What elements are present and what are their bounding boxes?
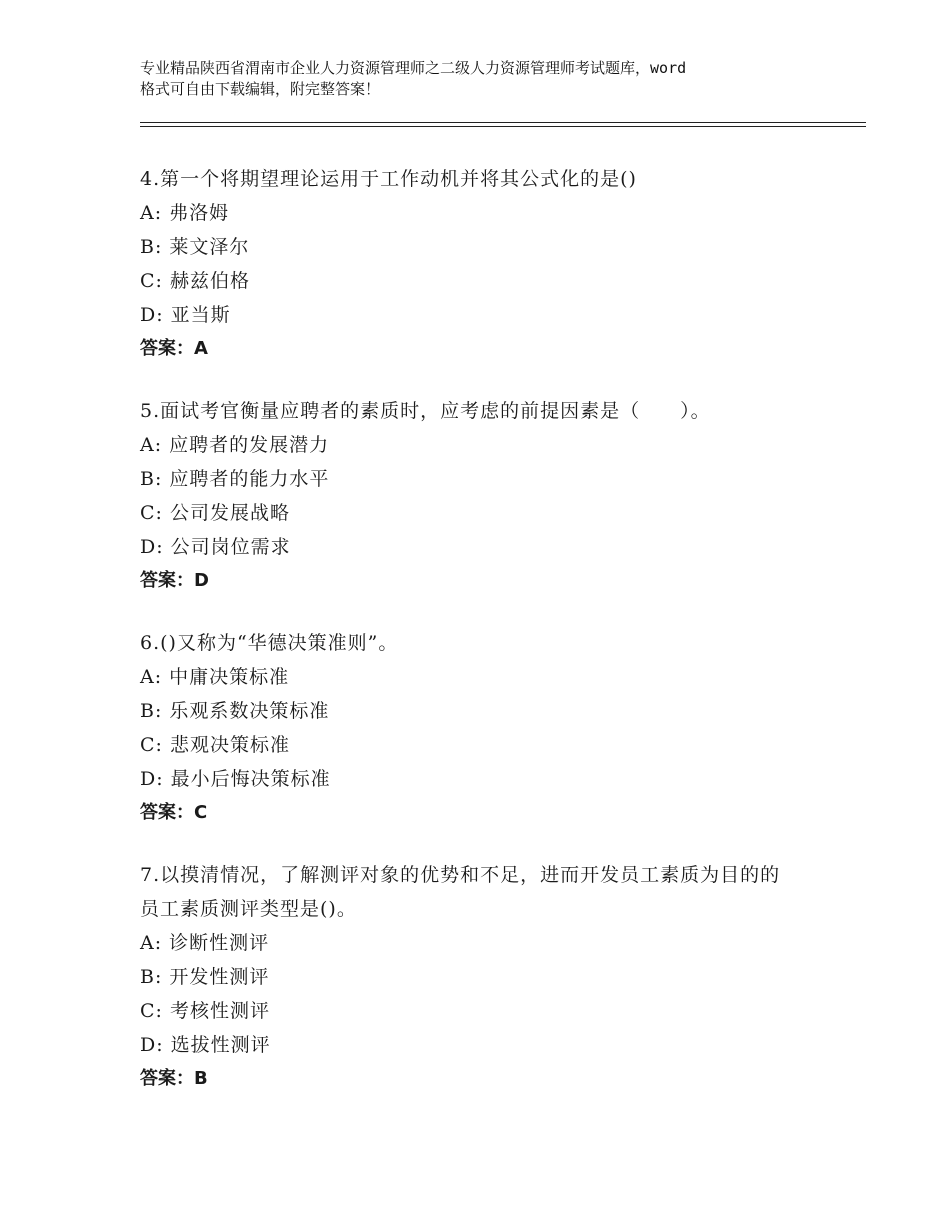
question-5 — [140, 394, 840, 598]
option-a: A: 弗洛姆 — [140, 202, 230, 224]
option-b: B: 应聘者的能力水平 — [140, 468, 330, 490]
option-c: C: 悲观决策标准 — [140, 734, 290, 756]
option-a: A: 应聘者的发展潜力 — [140, 434, 330, 456]
option-d: D: 公司岗位需求 — [140, 536, 291, 558]
question-text: 6.()又称为“华德决策准则”。 — [140, 632, 399, 654]
option-b: B: 开发性测评 — [140, 966, 270, 988]
document-header — [140, 58, 830, 100]
option-b: B: 乐观系数决策标准 — [140, 700, 330, 722]
answer-label: 答案：C — [140, 802, 208, 823]
option-d: D: 亚当斯 — [140, 304, 231, 326]
question-7 — [140, 858, 840, 1096]
header-line-2: 格式可自由下载编辑，附完整答案！ — [140, 80, 381, 98]
answer-label: 答案：B — [140, 1068, 208, 1089]
option-a: A: 诊断性测评 — [140, 932, 270, 954]
option-c: C: 赫兹伯格 — [140, 270, 250, 292]
header-divider-bottom — [140, 126, 866, 127]
option-b: B: 莱文泽尔 — [140, 236, 250, 258]
header-divider-top — [140, 122, 866, 123]
option-c: C: 考核性测评 — [140, 1000, 270, 1022]
question-list — [140, 162, 840, 1124]
header-line-1: 专业精品陕西省渭南市企业人力资源管理师之二级人力资源管理师考试题库，word — [140, 59, 687, 77]
question-4 — [140, 162, 840, 366]
option-c: C: 公司发展战略 — [140, 502, 290, 524]
option-d: D: 选拔性测评 — [140, 1034, 271, 1056]
answer-label: 答案：A — [140, 338, 208, 359]
option-a: A: 中庸决策标准 — [140, 666, 290, 688]
question-6 — [140, 626, 840, 830]
question-text: 5.面试考官衡量应聘者的素质时，应考虑的前提因素是（ ）。 — [140, 400, 711, 422]
answer-label: 答案：D — [140, 570, 209, 591]
option-d: D: 最小后悔决策标准 — [140, 768, 331, 790]
question-text: 7.以摸清情况，了解测评对象的优势和不足，进而开发员工素质为目的的员工素质测评类型是()。 — [140, 864, 781, 920]
question-text: 4.第一个将期望理论运用于工作动机并将其公式化的是() — [140, 168, 637, 190]
